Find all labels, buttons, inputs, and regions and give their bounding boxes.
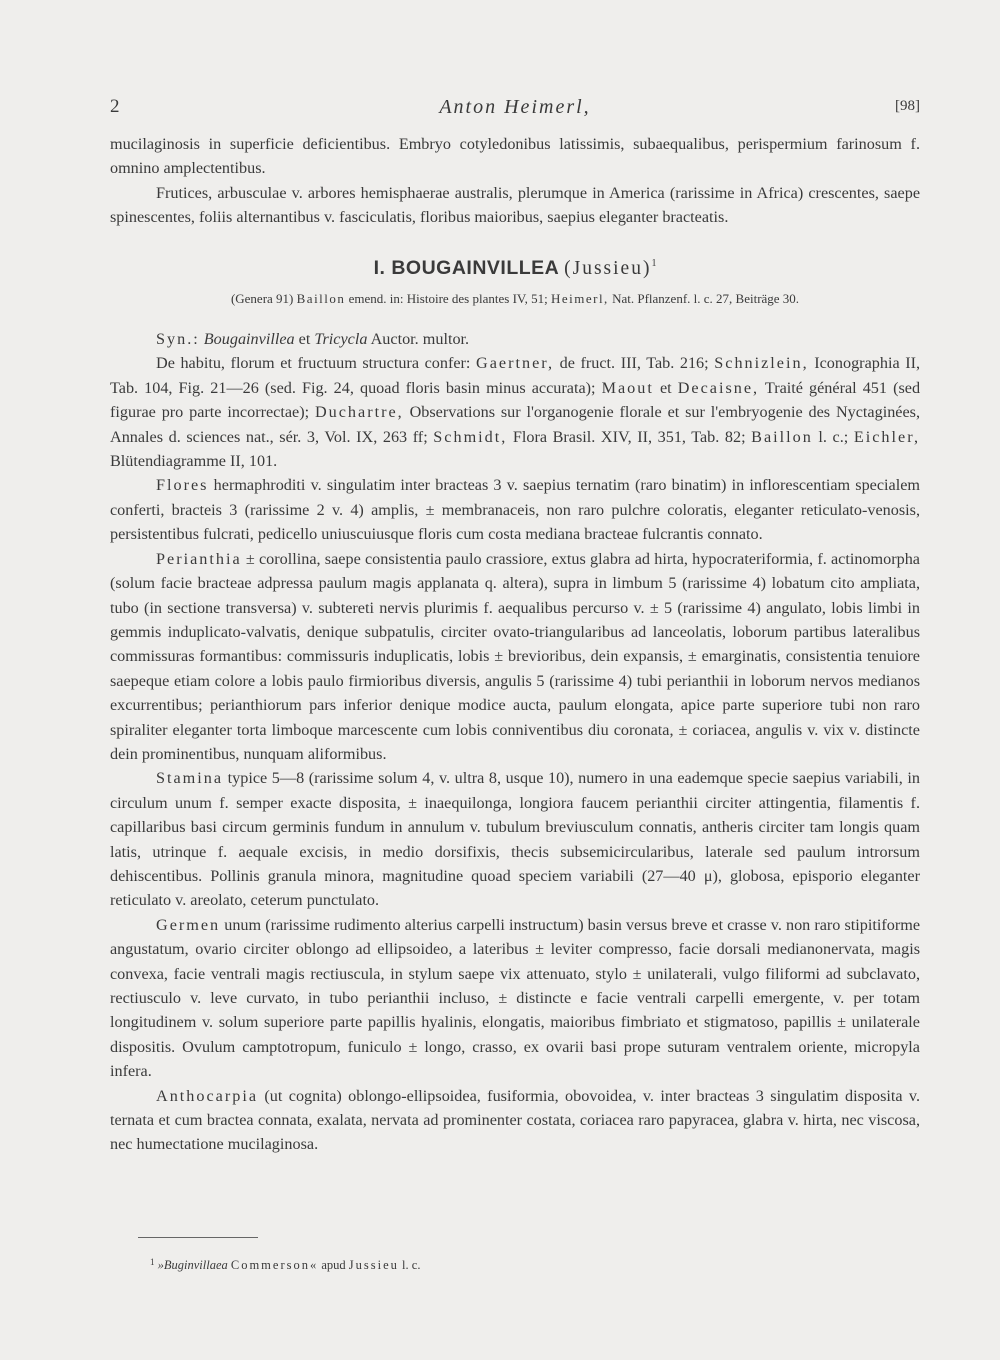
footnote-marker: 1 — [651, 257, 657, 269]
syn-tail: Auctor. multor. — [370, 330, 470, 349]
habitu-text: Traité général 451 (sed figurae pro parte incorrectae); — [110, 378, 921, 422]
syn-label: Syn.: — [156, 330, 200, 349]
paragraph-habitu — [110, 351, 920, 473]
footnote-author: Commerson« — [230, 1258, 319, 1272]
genus-name: I. BOUGAINVILLEA — [373, 256, 560, 279]
footnote-number: 1 — [150, 1257, 155, 1267]
author-maout: Maout — [601, 378, 654, 397]
lead-perianthia: Perianthia — [156, 549, 242, 568]
lead-germen: Germen — [156, 915, 221, 934]
habitu-text: l. c.; — [818, 427, 849, 446]
author-baillon: Baillon — [751, 427, 813, 446]
habitu-text: et — [659, 378, 672, 397]
syn-et: et — [298, 330, 311, 349]
flores-text: hermaphroditi v. singulatim inter bracteas 3 v. saepius ternatim (raro binatim) in inflorescentiam specialem conferti, bracteis 3 (rarissime 2 v. 4) amplis, ± membranaceis, non raro pulchre coloratis, eleganter reticulato-venosis, persistentibus fulcrati, pedicello uniuscuiusque floris cum costa mediana bracteae fulcrantis connato. — [110, 476, 921, 544]
author-decaisne: Decaisne, — [677, 378, 760, 397]
lead-flores: Flores — [156, 476, 209, 495]
body-text — [110, 132, 920, 1157]
footnote — [150, 1257, 420, 1273]
author-schnizlein: Schnizlein, — [714, 354, 809, 373]
lead-anthocarpia: Anthocarpia — [156, 1086, 259, 1105]
paragraph-intro: mucilaginosis in superficie deficientibus. Embryo cotyledonibus latissimis, subaequalibus, perispermium farinosum f. omnino amplectentibus. — [110, 135, 920, 178]
footnote-divider — [138, 1237, 258, 1238]
citation-genera: (Genera 91) — [230, 291, 294, 307]
running-head — [110, 96, 920, 124]
citation-author-baillon: Baillon — [296, 291, 346, 307]
genus-author: (Jussieu) — [564, 257, 652, 279]
footnote-author2: Jussieu — [348, 1258, 399, 1272]
author-duchartre: Duchartre, — [314, 403, 404, 422]
habitu-text: Flora Brasil. XIV, II, 351, Tab. 82; — [512, 427, 746, 446]
genus-heading — [110, 252, 920, 281]
citation-author-heimerl: Heimerl, — [550, 291, 609, 307]
paragraph-germen — [110, 913, 920, 1084]
germen-text: unum (rarissime rudimento alterius carpelli instructum) basin versus breve et crasse v. non raro stipitiforme angustatum, ovario circiter oblongo ad ellipsoideo, a lateribus ± leviter compresso, facie dorsali medianonervata, magis convexa, facie ventrali magis rectiuscula, in stylum saepe vix attenuato, stylo ± unilaterali, vulgo filiformi ad subclavato, rectiusculo v. leve curvato, in tubo perianthii incluso, ± distincte e facie ventrali carpelli emergente, v. per totam longitudinem v. solum superiore parte papillis hyalinis, elongatis, maioribus fimbriato et stigmatoso, papillis ± unilaterale dispositis. Ovulum camptotropum, funiculo ± longo, crasso, ex ovarii basi prope suturam ventralem oriente, micropyla infera. — [110, 915, 921, 1081]
citation-histoire: emend. in: Histoire des plantes IV, 51; — [348, 291, 548, 307]
genus-citation — [110, 289, 920, 309]
page-number: 2 — [110, 96, 120, 117]
running-title: Anton Heimerl, — [439, 96, 591, 118]
footnote-name: »Buginvillaea — [157, 1258, 228, 1272]
anthocarpia-text: (ut cognita) oblongo-ellipsoidea, fusiformia, obovoidea, v. inter bracteas 3 singulatim disposita v. ternata et cum bractea connata, exalata, nervata ad prominenter costata, coriacea raro papyracea, glabra v. hirta, nec viscosa, nec humectatione mucilaginosa. — [110, 1086, 921, 1154]
habitu-text: De habitu, florum et fructuum structura confer: — [156, 354, 471, 373]
author-eichler: Eichler, — [853, 427, 920, 446]
habitu-text: Iconographia II, Tab. 104, Fig. 21—26 (sed. Fig. 24, quoad floris basin minus accurata); — [110, 354, 921, 397]
habitu-text: de fruct. III, Tab. 216; — [559, 354, 709, 373]
habitu-text: Blütendiagramme II, 101. — [110, 452, 278, 471]
lead-stamina: Stamina — [156, 769, 224, 788]
paragraph-stamina — [110, 766, 920, 912]
page-reference: [98] — [895, 98, 920, 114]
perianthia-text: ± corollina, saepe consistentia paulo crassiore, extus glabra ad hirta, hypocrateriformia, f. actinomorpha (solum facie bracteae adpressa paulum magis applanata q. altera), supra in limbum 5 (rarissime 4) lobatum cito ampliata, tubo (in sectione transversa) v. subtereti nervis plurimis f. aequalibus percurso v. ± 5 (rarissime 4) angulato, lobis limbi in gemmis induplicato-valvatis, denique subpatulis, circiter ovato-triangularibus ad lanceolatis, loborum partibus lateralibus commissuras formantibus: commissuris induplicatis, lobis ± brevioribus, dein expansis, ± emarginatis, consistentia tenuiore saepeque etiam colore a lobis paulo firmioribus diversis, angulis 5 (rarissime 4) tubi perianthii in loborum nervos medianos excurrentibus; perianthiorum pars inferior denique modice aucta, paulum elongata, apice parte superiore tubi non raro spiraliter eleganter torta limboque marcescente cum lobis conniventibus diu coronata, ± coriacea, angulis v. vix v. distincte dein prominentibus, nunquam aliformibus. — [110, 549, 920, 763]
footnote-tail: l. c. — [402, 1258, 421, 1272]
citation-pflanzenf: Nat. Pflanzenf. l. c. 27, Beiträge 30. — [612, 291, 800, 307]
paragraph-anthocarpia — [110, 1084, 920, 1157]
paragraph-flores — [110, 473, 920, 546]
paragraph-synonyms — [110, 327, 920, 351]
syn-name-bougainvillea: Bougainvillea — [203, 330, 295, 349]
paragraph-frutices: Frutices, arbusculae v. arbores hemisphaerae australis, plerumque in America (rarissime in Africa) crescentes, saepe spinescentes, foliis alternantibus v. fasciculatis, floribus maioribus, saepius eleganter bracteatis. — [110, 183, 920, 227]
footnote-apud: apud — [321, 1258, 346, 1272]
author-gaertner: Gaertner, — [476, 354, 555, 373]
syn-name-tricycla: Tricycla — [314, 330, 368, 349]
stamina-text: typice 5—8 (rarissime solum 4, v. ultra 8, usque 10), numero in una eademque specie saepius variabili, in circulum unum f. semper exacte disposita, ± inaequilonga, longiora faucem perianthii circiter attingentia, filamentis f. capillaribus basi circum germinis fundum in annulum v. tubulum breviusculum connatis, antheris circiter tam longis quam latis, utrinque f. aequale excisis, in medio dorsifixis, thecis subsemicircularibus, laterale sed paulum introrsum dehiscentibus. Pollinis granula minora, magnitudine quoad speciem variabili (27—40 μ), globosa, episporio eleganter reticulato v. areolato, ceterum punctulato. — [110, 769, 920, 910]
paragraph-perianthia — [110, 547, 920, 767]
author-schmidt: Schmidt, — [433, 427, 508, 446]
habitu-text: Observations sur l'organogenie florale et sur l'embryogenie des Nyctaginées, Annales d. sciences nat., sér. 3, Vol. IX, 263 ff; — [110, 403, 921, 446]
